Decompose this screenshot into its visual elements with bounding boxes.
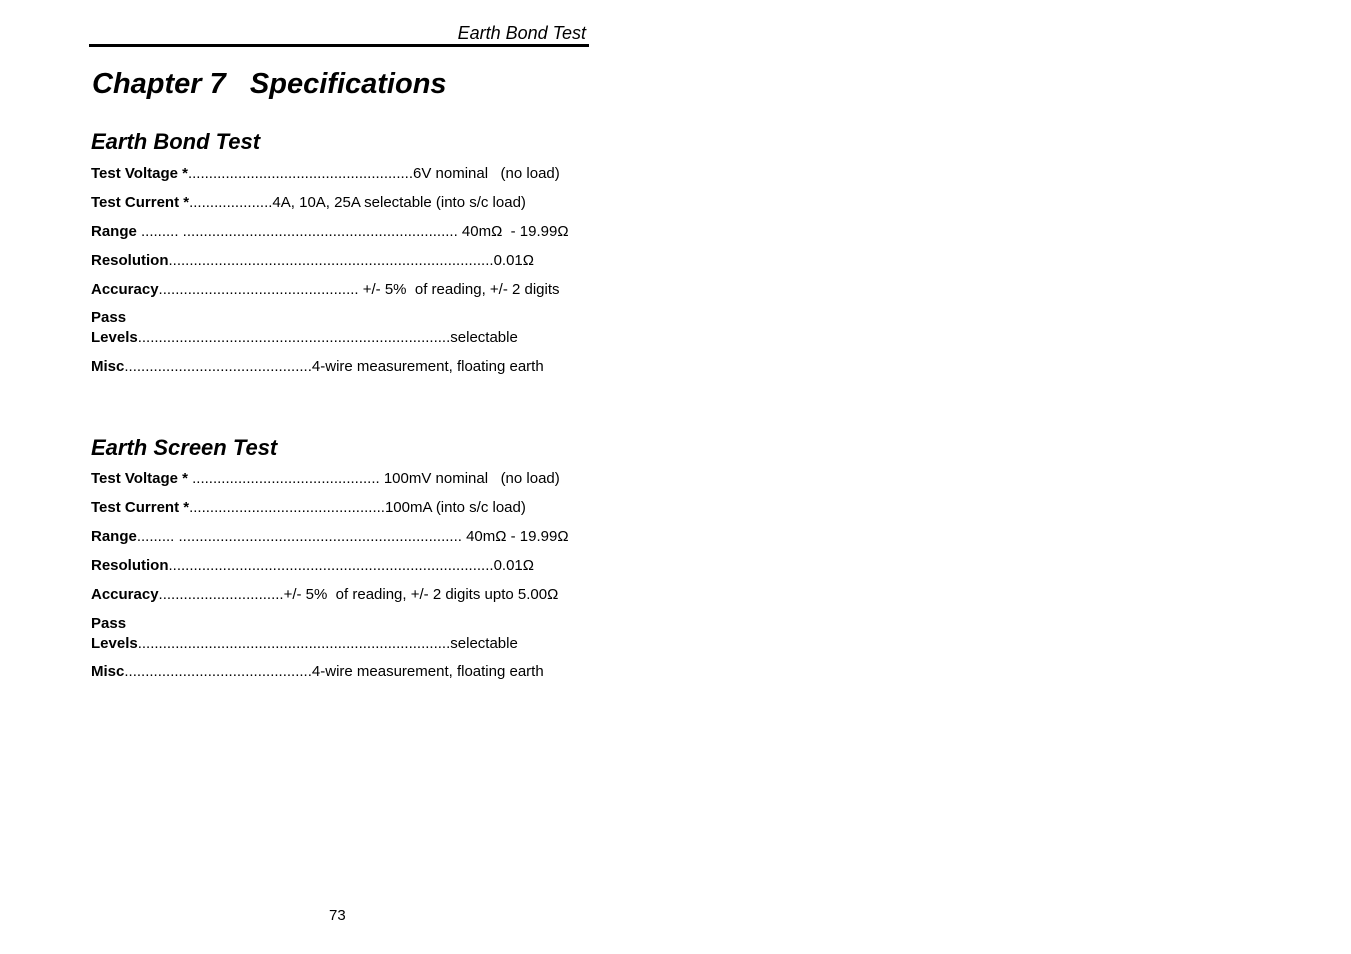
spec-label: Misc [91,358,125,375]
spec-row-accuracy [91,280,611,300]
running-header [89,22,589,47]
spec-row-test-voltage [91,469,611,489]
spec-value: .............................................4-wire measurement, floating earth [124,358,544,375]
spec-row-range [91,222,611,242]
spec-value: ............................................. 100mV nominal (no load) [187,470,560,487]
spec-label: Test Current * [91,499,190,516]
spec-row-test-voltage [91,164,611,184]
spec-row-resolution [91,556,611,576]
spec-label: Pass Levels [91,309,138,346]
spec-label: Test Current * [91,194,190,211]
spec-label: Misc [91,663,125,680]
spec-label: Range [91,223,137,240]
spec-row-misc [91,662,611,682]
spec-label: Test Voltage * [91,165,188,182]
spec-value: ..............................................................................0.01Ω [168,557,534,574]
spec-row-accuracy [91,585,611,605]
spec-row-range [91,527,611,547]
spec-value: .............................................4-wire measurement, floating earth [124,663,544,680]
spec-value: ....................4A, 10A, 25A selectable (into s/c load) [189,194,526,211]
spec-label: Test Voltage * [91,470,188,487]
chapter-title: Chapter 7 Specifications [92,68,447,100]
spec-row-pass-levels [91,308,611,348]
spec-row-test-current [91,193,611,213]
spec-value: ...............................................100mA (into s/c load) [189,499,526,516]
spec-value: ...........................................................................selectable [137,635,518,652]
spec-value: ................................................ +/- 5% of reading, +/- 2 digits [158,281,560,298]
spec-row-misc [91,357,611,377]
spec-value: ...........................................................................selectable [137,329,518,346]
spec-value: ......................................................6V nominal (no load) [187,165,560,182]
spec-value: ..............................+/- 5% of reading, +/- 2 digits upto 5.00Ω [158,586,559,603]
spec-row-test-current [91,498,611,518]
running-header-title: Earth Bond Test [457,23,586,43]
spec-row-resolution [91,251,611,271]
spec-label: Accuracy [91,281,159,298]
spec-value: ......... .................................................................. 40mΩ - 19.99Ω [136,223,569,240]
page-number: 73 [329,907,346,924]
spec-label: Pass Levels [91,615,138,652]
spec-label: Range [91,528,137,545]
spec-value: ..............................................................................0.01Ω [168,252,534,269]
spec-label: Resolution [91,557,169,574]
spec-row-pass-levels [91,614,611,654]
spec-value: ......... .................................................................... 40mΩ - 19.99Ω [136,528,569,545]
spec-label: Accuracy [91,586,159,603]
section-heading-earth-bond: Earth Bond Test [91,129,261,154]
spec-label: Resolution [91,252,169,269]
section-heading-earth-screen: Earth Screen Test [91,435,278,460]
